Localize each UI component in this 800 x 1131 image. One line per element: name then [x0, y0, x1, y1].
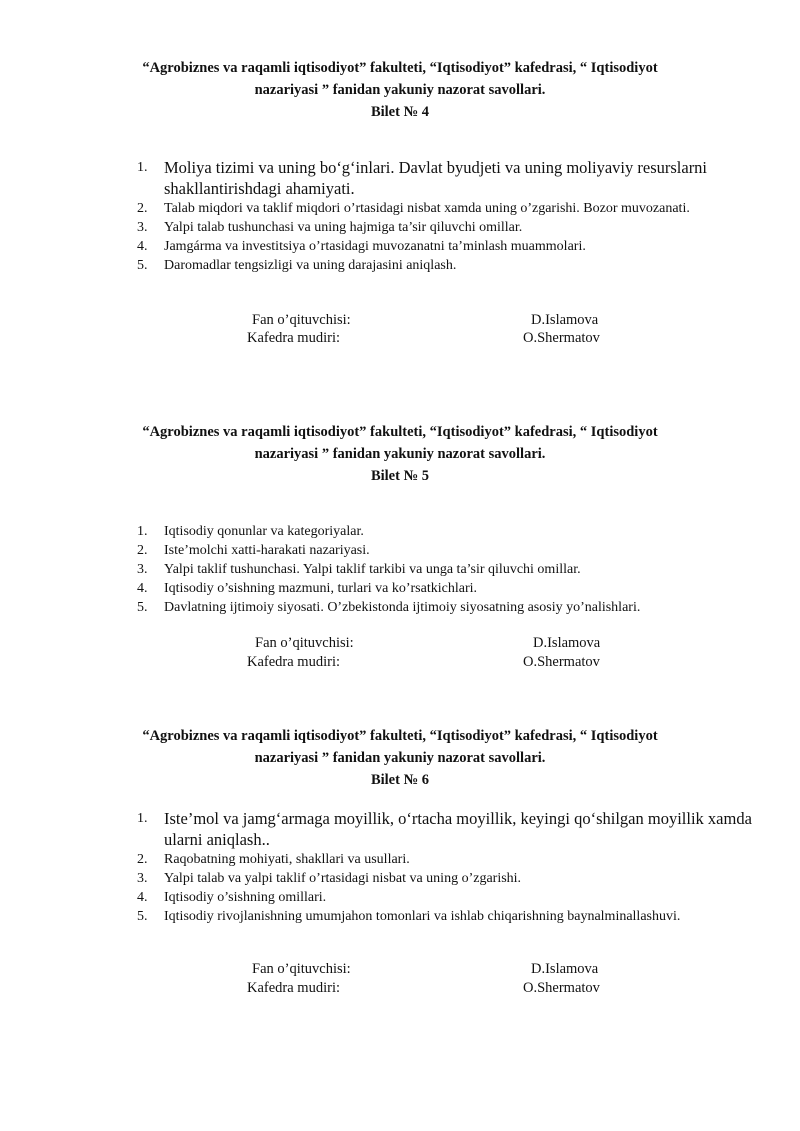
question-number: 4.	[137, 239, 148, 254]
question-number: 5.	[137, 258, 148, 273]
question-list	[137, 808, 757, 926]
question-number: 1.	[137, 524, 148, 539]
bilet-number: Bilet № 4	[370, 104, 430, 120]
question-text: Daromadlar tengsizligi va uning darajasini aniqlash.	[164, 258, 457, 273]
question-item	[137, 218, 757, 237]
question-text: Iste’mol va jamg‘armaga moyillik, o‘rtacha moyillik, keyingi qo‘shilgan moyillik xamda ularni aniqlash..	[164, 809, 752, 849]
question-item	[137, 579, 757, 598]
question-number: 3.	[137, 871, 148, 886]
question-text: Iqtisodiy o’sishning omillari.	[164, 890, 327, 905]
bilet-number: Bilet № 5	[370, 468, 430, 484]
question-text: Moliya tizimi va uning bo‘g‘inlari. Davlat byudjeti va uning moliyaviy resurslarni shakllantirishdagi ahamiyati.	[164, 158, 708, 198]
teacher-name: D.Islamova	[533, 635, 601, 651]
question-item	[137, 199, 757, 218]
question-item	[137, 237, 757, 256]
question-text: Iqtisodiy rivojlanishning umumjahon tomonlari va ishlab chiqarishning baynalminallashuvi.	[164, 909, 681, 924]
question-number: 5.	[137, 909, 148, 924]
question-number: 3.	[137, 220, 148, 235]
question-item	[137, 598, 757, 617]
question-number: 1.	[137, 160, 148, 175]
ticket-header	[0, 725, 800, 791]
header-line-1: “Agrobiznes va raqamli iqtisodiyot” fakulteti, “Iqtisodiyot” kafedrasi, “ Iqtisodiyot	[142, 424, 658, 440]
header-line-1: “Agrobiznes va raqamli iqtisodiyot” fakulteti, “Iqtisodiyot” kafedrasi, “ Iqtisodiyot	[142, 60, 658, 76]
question-text: Talab miqdori va taklif miqdori o’rtasidagi nisbat xamda uning o’zgarishi. Bozor muvozanati.	[164, 201, 690, 216]
question-number: 4.	[137, 581, 148, 596]
question-item	[137, 256, 757, 275]
head-role: Kafedra mudiri:	[247, 654, 341, 670]
question-text: Yalpi taklif tushunchasi. Yalpi taklif tarkibi va unga ta’sir qiluvchi omillar.	[164, 562, 581, 577]
question-text: Iqtisodiy o’sishning mazmuni, turlari va ko’rsatkichlari.	[164, 581, 477, 596]
teacher-role: Fan o’qituvchisi:	[255, 635, 354, 651]
header-line-2: nazariyasi ” fanidan yakuniy nazorat savollari.	[254, 750, 546, 766]
bilet-number: Bilet № 6	[370, 772, 430, 788]
question-item	[137, 850, 757, 869]
question-text: Iqtisodiy qonunlar va kategoriyalar.	[164, 524, 364, 539]
question-item	[137, 888, 757, 907]
head-name: O.Shermatov	[523, 330, 600, 346]
question-number: 2.	[137, 543, 148, 558]
question-text: Davlatning ijtimoiy siyosati. O’zbekistonda ijtimoiy siyosatning asosiy yo’nalishlari.	[164, 600, 641, 615]
question-item	[137, 157, 757, 199]
question-item	[137, 808, 757, 850]
question-list	[137, 157, 757, 275]
header-line-2: nazariyasi ” fanidan yakuniy nazorat savollari.	[254, 82, 546, 98]
header-line-1: “Agrobiznes va raqamli iqtisodiyot” fakulteti, “Iqtisodiyot” kafedrasi, “ Iqtisodiyot	[142, 728, 658, 744]
question-number: 4.	[137, 890, 148, 905]
question-number: 3.	[137, 562, 148, 577]
teacher-role: Fan o’qituvchisi:	[252, 961, 351, 977]
question-text: Iste’molchi xatti-harakati nazariyasi.	[164, 543, 370, 558]
teacher-name: D.Islamova	[531, 961, 599, 977]
question-item	[137, 869, 757, 888]
ticket-header	[0, 421, 800, 487]
question-item	[137, 522, 757, 541]
ticket-header	[0, 57, 800, 123]
question-item	[137, 907, 757, 926]
question-list	[137, 522, 757, 617]
question-text: Raqobatning mohiyati, shakllari va usullari.	[164, 852, 410, 867]
question-number: 2.	[137, 201, 148, 216]
question-number: 5.	[137, 600, 148, 615]
head-role: Kafedra mudiri:	[247, 330, 341, 346]
question-item	[137, 560, 757, 579]
teacher-name: D.Islamova	[531, 312, 599, 328]
question-item	[137, 541, 757, 560]
header-line-2: nazariyasi ” fanidan yakuniy nazorat savollari.	[254, 446, 546, 462]
question-number: 2.	[137, 852, 148, 867]
question-number: 1.	[137, 811, 148, 826]
question-text: Yalpi talab va yalpi taklif o’rtasidagi nisbat va uning o’zgarishi.	[164, 871, 522, 886]
teacher-role: Fan o’qituvchisi:	[252, 312, 351, 328]
question-text: Jamgárma va investitsiya o’rtasidagi muvozanatni ta’minlash muammolari.	[164, 239, 586, 254]
head-name: O.Shermatov	[523, 980, 600, 996]
head-name: O.Shermatov	[523, 654, 600, 670]
head-role: Kafedra mudiri:	[247, 980, 341, 996]
question-text: Yalpi talab tushunchasi va uning hajmiga ta’sir qiluvchi omillar.	[164, 220, 523, 235]
